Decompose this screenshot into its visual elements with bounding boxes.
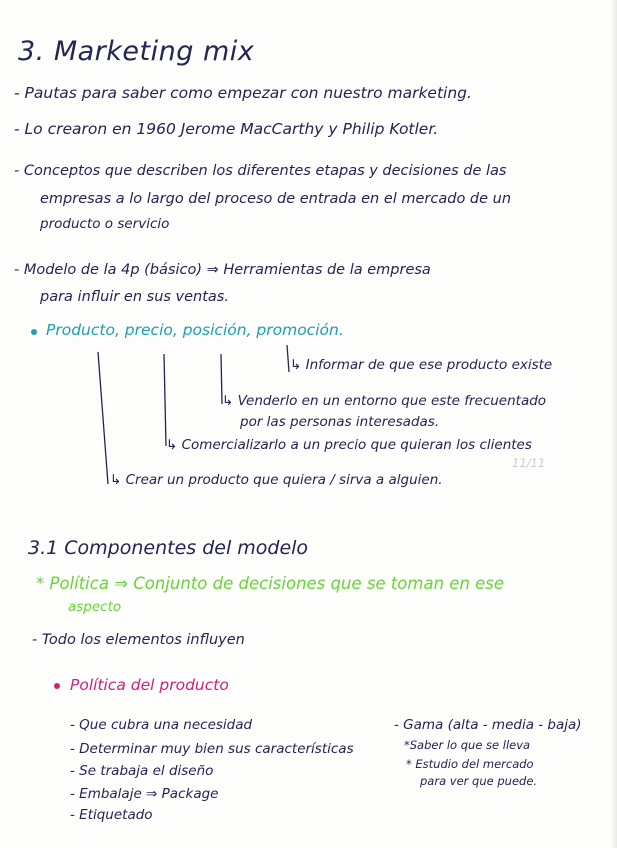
branch-posicion: ↳ Venderlo en un entorno que este frecuentado bbox=[222, 393, 547, 409]
section-title-marketing-mix: 3. Marketing mix bbox=[18, 36, 255, 67]
bullet-4p-model-cont: para influir en sus ventas. bbox=[40, 289, 229, 305]
branch-producto: ↳ Crear un producto que quiera / sirva a alguien. bbox=[110, 472, 443, 488]
teal-bullet-dot bbox=[31, 329, 37, 335]
product-item-labelling: - Etiquetado bbox=[70, 807, 153, 823]
product-policy-heading: Política del producto bbox=[70, 676, 229, 694]
policy-definition: * Política ⇒ Conjunto de decisiones que se toman en ese bbox=[36, 574, 505, 593]
magenta-bullet-dot bbox=[54, 683, 60, 689]
bleed-through-text: 11/11 bbox=[512, 456, 546, 470]
range-note-trend: *Saber lo que se lleva bbox=[404, 738, 531, 752]
bullet-concepts: - Conceptos que describen los diferentes etapas y decisiones de las bbox=[14, 163, 507, 179]
product-item-need: - Que cubra una necesidad bbox=[70, 717, 253, 733]
product-item-design: - Se trabaja el diseño bbox=[70, 763, 214, 779]
bullet-4p-model: - Modelo de la 4p (básico) ⇒ Herramientas de la empresa bbox=[14, 262, 431, 278]
range-note-market-study-cont: para ver que puede. bbox=[420, 774, 538, 788]
product-item-package: - Embalaje ⇒ Package bbox=[70, 786, 219, 802]
branch-posicion-cont: por las personas interesadas. bbox=[240, 414, 440, 430]
bullet-pautas: - Pautas para saber como empezar con nuestro marketing. bbox=[14, 84, 472, 102]
range-note-market-study: * Estudio del mercado bbox=[406, 757, 534, 771]
policy-definition-cont: aspecto bbox=[68, 599, 122, 615]
branch-precio: ↳ Comercializarlo a un precio que quieran los clientes bbox=[166, 437, 532, 453]
product-item-characteristics: - Determinar muy bien sus características bbox=[70, 741, 354, 757]
section-title-componentes: 3.1 Componentes del modelo bbox=[28, 537, 309, 559]
all-elements-influence: - Todo los elementos influyen bbox=[32, 632, 245, 648]
range-item: - Gama (alta - media - baja) bbox=[394, 717, 582, 733]
bullet-concepts-cont-2: producto o servicio bbox=[40, 216, 170, 232]
branch-promocion: ↳ Informar de que ese producto existe bbox=[290, 357, 553, 373]
four-p-label: Producto, precio, posición, promoción. bbox=[46, 321, 344, 339]
bullet-concepts-cont-1: empresas a lo largo del proceso de entrada en el mercado de un bbox=[40, 191, 512, 207]
page-edge-shadow bbox=[611, 0, 617, 848]
bullet-creators: - Lo crearon en 1960 Jerome MacCarthy y Philip Kotler. bbox=[14, 120, 439, 138]
